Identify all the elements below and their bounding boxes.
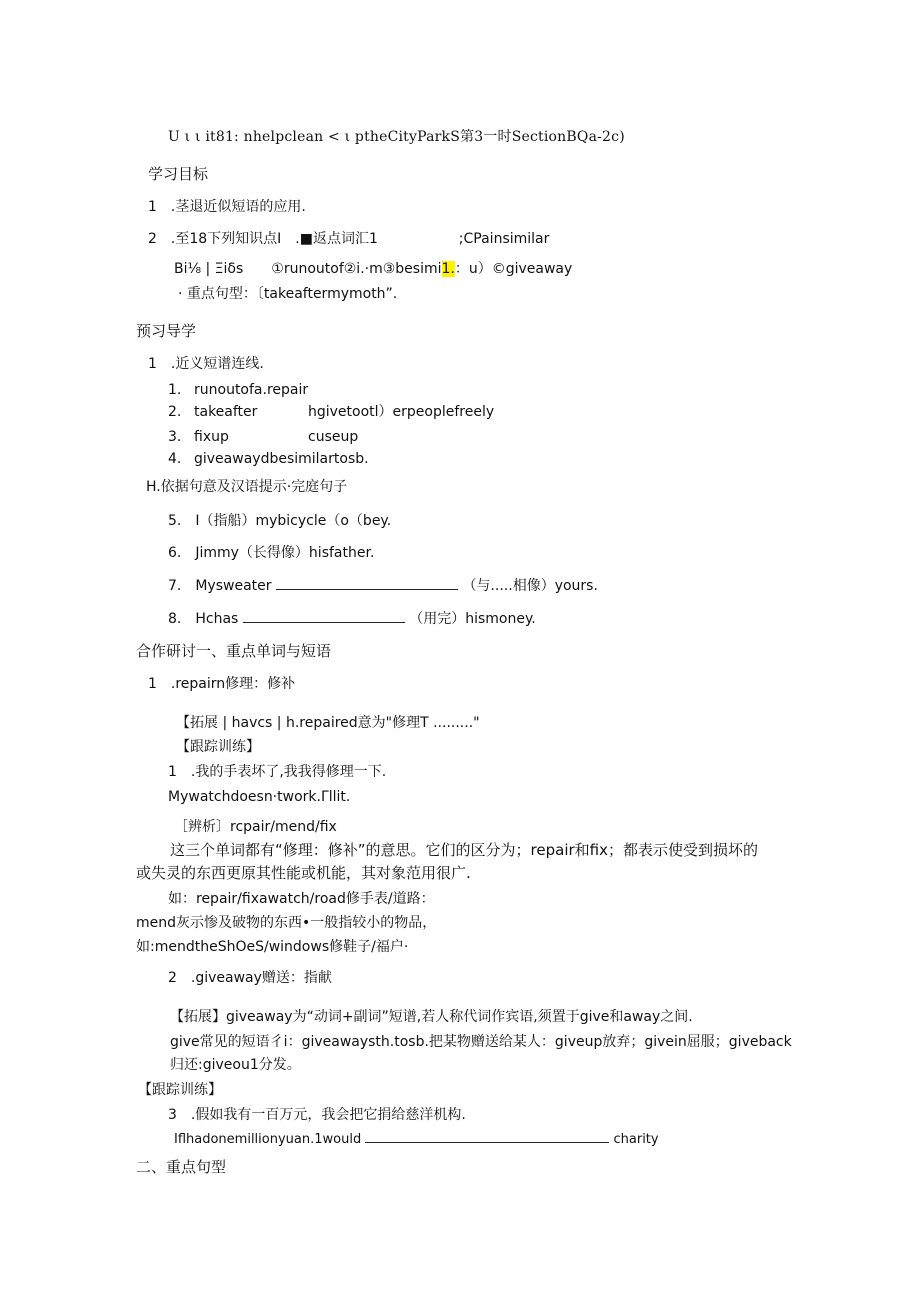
goals-item-4: · 重点句型：〔takeaftermymoth”. bbox=[178, 286, 398, 302]
pair-left: takeafter bbox=[194, 404, 258, 420]
analysis-heading: ［辨析〕rcpair/mend/fix bbox=[174, 819, 337, 835]
analysis-example-3: 如:mendtheShOeS/windows修鞋子/福户· bbox=[136, 939, 409, 955]
sentence-7-start: 7. Mysweater bbox=[168, 578, 272, 594]
goals-heading: 学习目标 bbox=[148, 165, 209, 183]
list-item bbox=[168, 381, 308, 399]
goals-item-2-vocab: ;CPainsimilar bbox=[458, 231, 550, 247]
pair-num: 3. bbox=[168, 429, 182, 445]
goals-item-1: 1 .茎退近似短语的应用. bbox=[148, 199, 306, 215]
goals-item-2-text: 2 .至18下列知识点I .■返点词汇1 bbox=[148, 231, 378, 247]
analysis-example-1: 如：repair/fixawatch/road修手表/道路： bbox=[168, 891, 435, 907]
analysis-example-2: mend灰示惨及破物的东西•一般指较小的物品， bbox=[136, 915, 437, 931]
pair-right: cuseup bbox=[308, 429, 359, 445]
analysis-paragraph-1: 这三个单词都有“修理：修补”的意思。它们的区分为；repair和fix；都表示使受到损坏的 bbox=[170, 841, 758, 859]
word-1-question: 1 .我的手表坏了,我我得修理一下. bbox=[168, 764, 387, 780]
word-1: 1 .repairn修理：修补 bbox=[148, 676, 296, 692]
pair-left: giveawaydbesimilartosb. bbox=[194, 451, 369, 467]
analysis-paragraph-2: 或失灵的东西更原其性能或机能，其对象范用很广. bbox=[136, 864, 471, 882]
pair-left: runoutofa.repair bbox=[194, 382, 309, 398]
word-1-answer: Mywatchdoesn·twork.Γllit. bbox=[168, 789, 351, 805]
highlight-mark: 1. bbox=[441, 261, 455, 277]
list-item bbox=[168, 403, 494, 421]
sentence-8-end: （用完）hismoney. bbox=[409, 611, 536, 627]
word-2-training: 【跟踪训练】 bbox=[138, 1082, 222, 1098]
word-2: 2 .giveaway赠送：指献 bbox=[168, 970, 332, 986]
preview-sub-2: H.依据句意及汉语提示·完庭句子 bbox=[146, 479, 348, 495]
goals-item-3-tail: ：u）©giveaway bbox=[454, 261, 573, 277]
sentence-8 bbox=[168, 610, 536, 628]
goals-item-3-phrases: Bi⅛ | Ξiδs ①runoutof②i.·m③besimi bbox=[174, 261, 442, 277]
word-2-question: 3 .假如我有一百万元，我会把它捐给慈洋机构. bbox=[168, 1107, 466, 1123]
pair-num: 4. bbox=[168, 451, 182, 467]
goals-item-2 bbox=[148, 230, 549, 248]
sentence-7-end: （与.....相像）yours. bbox=[462, 578, 598, 594]
word-2-phrases-line-1: give常见的短语彳i：giveawaysth.tosb.把某物赠送给某人：giveup放弃；givein屈服；giveback bbox=[170, 1034, 792, 1050]
sentence-7 bbox=[168, 577, 598, 595]
word-2-answer-start: Iflhadonemillionyuan.1would bbox=[174, 1132, 362, 1147]
coop-heading: 合作研讨一、重点单词与短语 bbox=[136, 642, 332, 660]
section-2-heading: 二、重点句型 bbox=[136, 1158, 227, 1176]
goals-item-3 bbox=[174, 260, 572, 278]
word-2-answer bbox=[174, 1130, 659, 1149]
preview-sub-1: 1 .近义短谱连线. bbox=[148, 356, 264, 372]
answer-blank[interactable] bbox=[243, 610, 405, 623]
word-2-extension: 【拓展】giveaway为“动词+副词”短谱,若人称代词作宾语,须置于give和away之间. bbox=[170, 1009, 693, 1025]
sentence-6: 6. Jimmy（长得像）hisfather. bbox=[168, 545, 375, 561]
answer-blank[interactable] bbox=[365, 1130, 609, 1143]
pair-num: 2. bbox=[168, 404, 182, 420]
pair-left: fixup bbox=[194, 429, 229, 445]
word-1-extension: 【拓展 | havcs | h.repaired意为"修理T ........." bbox=[176, 715, 480, 731]
list-item bbox=[168, 450, 369, 468]
word-2-answer-end: charity bbox=[613, 1132, 659, 1147]
pair-right: hgivetootl）erpeoplefreely bbox=[308, 404, 495, 420]
preview-heading: 预习导学 bbox=[136, 322, 197, 340]
word-2-phrases-line-2: 归还:giveou1分发。 bbox=[170, 1057, 301, 1073]
pair-num: 1. bbox=[168, 382, 182, 398]
page-title: U ι ι it81: nhelpclean < ι ptheCityParkS第3一时SectionBQa-2c) bbox=[168, 129, 625, 145]
sentence-8-start: 8. Hchas bbox=[168, 611, 239, 627]
word-1-training: 【跟踪训练】 bbox=[176, 739, 260, 755]
list-item bbox=[168, 428, 358, 446]
answer-blank[interactable] bbox=[276, 577, 458, 590]
sentence-5: 5. I（指船）mybicycle（o（bey. bbox=[168, 513, 392, 529]
